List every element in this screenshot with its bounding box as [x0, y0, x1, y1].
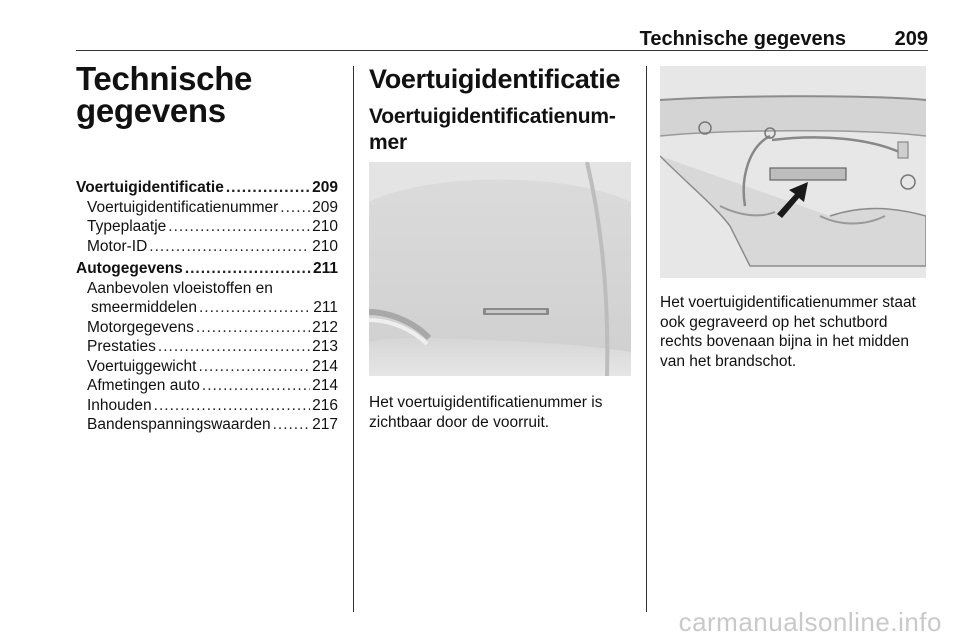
toc-entry[interactable]: Bandenspanningswaarden ..... 217 [76, 415, 338, 435]
section-title: Voertuigidentificatie [369, 64, 621, 94]
windshield-vin-figure [369, 162, 631, 376]
toc-section-voertuigidentificatie [76, 178, 338, 256]
toc-entry[interactable]: Voertuiggewicht ..... 214 [76, 357, 338, 377]
column-divider-right [646, 66, 647, 612]
section-column [369, 63, 631, 156]
toc-entry[interactable]: Afmetingen auto ..... 214 [76, 376, 338, 396]
toc-section-autogegevens [76, 259, 338, 435]
toc-entry[interactable]: Autogegevens ..... 211 [76, 259, 338, 279]
toc-entry[interactable]: Motor-ID ..... 210 [76, 237, 338, 257]
toc-entry[interactable]: Prestaties ..... 213 [76, 337, 338, 357]
table-of-contents [76, 178, 338, 435]
engine-bay-illustration [660, 66, 926, 278]
windshield-illustration [369, 162, 631, 376]
column-divider-left [353, 66, 354, 612]
toc-entry[interactable]: Motorgegevens ..... 212 [76, 318, 338, 338]
site-watermark: carmanualsonline.info [678, 607, 942, 637]
firewall-caption: Het voertuigidentificatienummer staat ook gegraveerd op het schutbord rechts bovenaan bijna in het midden van het brandschot. [660, 294, 916, 370]
toc-entry[interactable]: Voertuigidentificatienummer ..... 209 [76, 198, 338, 218]
toc-entry-line1[interactable]: Aanbevolen vloeistoffen en [87, 279, 273, 297]
firewall-vin-figure [660, 66, 926, 278]
page-header [76, 28, 928, 52]
toc-entry[interactable]: Inhouden ..... 216 [76, 396, 338, 416]
toc-entry[interactable]: smeermiddelen ..... 211 [76, 298, 338, 318]
windshield-caption: Het voertuigidentificatienummer is zichtbaar door de voorruit. [369, 394, 603, 431]
toc-entry[interactable]: Voertuigidentificatie ..... 209 [76, 178, 338, 198]
chapter-column [76, 60, 338, 438]
toc-entry[interactable]: Typeplaatje ..... 210 [76, 217, 338, 237]
header-rule [76, 50, 928, 51]
running-header-title: Technische gegevens [639, 28, 846, 50]
subsection-title: Voertuigidentificatienum- mer [369, 105, 616, 154]
page-number: 209 [894, 28, 928, 50]
chapter-title: Technische gegevens [76, 60, 253, 129]
